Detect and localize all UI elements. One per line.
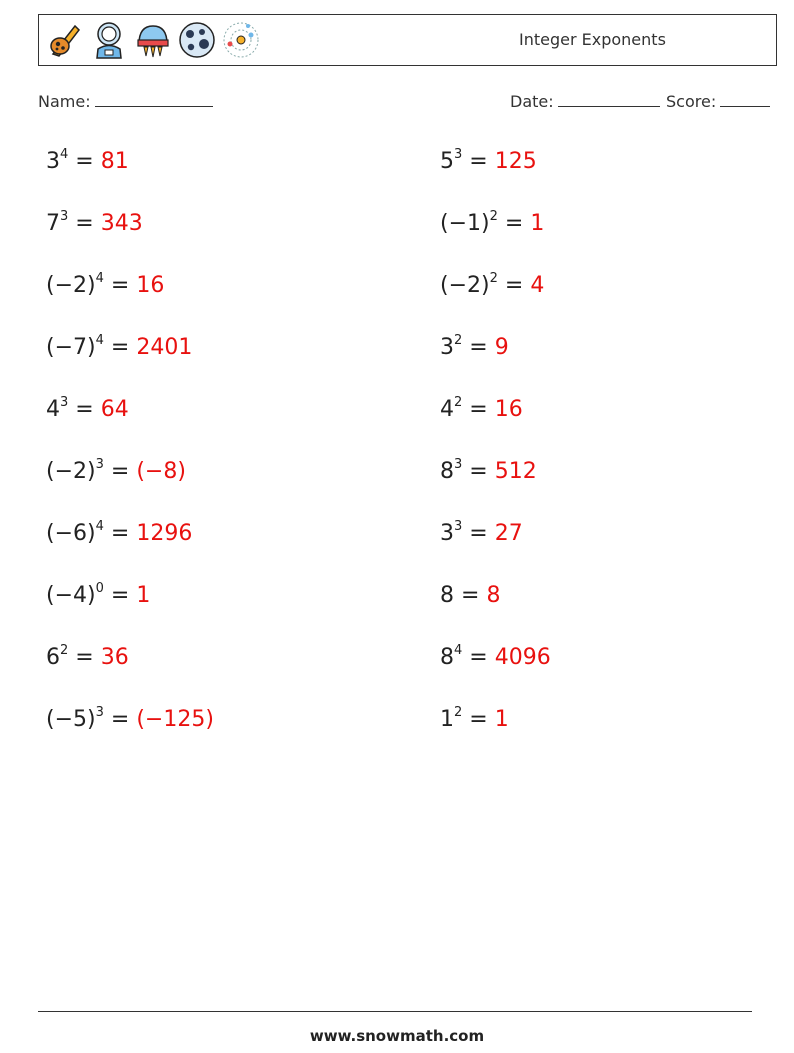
problem-base: 3 [46,149,60,174]
worksheet-header [38,14,777,66]
equals-sign: = [75,645,94,670]
problem-exponent: 3 [95,704,104,720]
problem-exponent: 2 [489,270,498,286]
problem-answer: (−125) [136,707,214,732]
problem-exponent: 4 [60,146,69,162]
equals-sign: = [469,397,488,422]
problem-exponent: 2 [454,394,463,410]
equals-sign: = [110,707,130,732]
problem-base: 7 [46,211,60,236]
problem-item [46,520,192,548]
problem-base: 4 [46,397,60,422]
astronaut-icon [89,20,129,60]
problem-item [440,458,537,486]
problem-exponent: 3 [60,208,69,224]
problem-exponent: 3 [454,518,463,534]
problem-answer: 1 [136,583,151,608]
problem-item [440,644,551,672]
problem-exponent: 2 [60,642,69,658]
problem-item [440,520,523,548]
problem-item [440,210,544,238]
problem-base: 8 [440,645,454,670]
problem-exponent: 4 [95,332,104,348]
problem-base: (−2) [46,459,96,484]
problem-base: (−7) [46,335,96,360]
problem-answer: 27 [494,521,523,546]
problem-answer: 36 [100,645,129,670]
problem-base: 8 [440,583,454,608]
equals-sign: = [504,273,524,298]
score-blank [720,92,770,107]
problem-exponent: 3 [454,456,463,472]
problem-item [440,334,509,362]
problem-item [440,582,500,610]
problem-answer: 1 [530,211,545,236]
score-field [666,92,770,111]
equals-sign: = [110,583,130,608]
name-label: Name: [38,92,91,111]
problem-item [46,396,129,424]
equals-sign: = [469,149,488,174]
problem-base: 5 [440,149,454,174]
rocket-icon [133,20,173,60]
problem-exponent: 0 [95,580,104,596]
problem-exponent: 4 [95,518,104,534]
problem-item [46,272,164,300]
problem-base: (−2) [46,273,96,298]
problem-base: 8 [440,459,454,484]
problem-answer: 16 [136,273,165,298]
problem-answer: 4 [530,273,545,298]
problem-answer: 81 [100,149,129,174]
equals-sign: = [110,459,130,484]
equals-sign: = [469,645,488,670]
problem-item [46,582,150,610]
equals-sign: = [75,397,94,422]
problem-exponent: 4 [95,270,104,286]
problem-exponent: 3 [60,394,69,410]
problem-exponent: 3 [95,456,104,472]
equals-sign: = [110,273,130,298]
comet-icon [45,20,85,60]
equals-sign: = [110,521,130,546]
date-blank [558,92,660,107]
problem-answer: (−8) [136,459,186,484]
equals-sign: = [75,149,94,174]
equals-sign: = [469,707,488,732]
problem-item [440,396,523,424]
problem-exponent: 4 [454,642,463,658]
equals-sign: = [469,459,488,484]
problem-item [46,210,143,238]
problem-base: 3 [440,521,454,546]
problem-item [46,458,186,486]
problem-base: 3 [440,335,454,360]
worksheet-title: Integer Exponents [519,30,666,49]
date-field [510,92,660,111]
name-field [38,92,213,111]
problem-item [440,706,509,734]
date-label: Date: [510,92,554,111]
problem-exponent: 3 [454,146,463,162]
equals-sign: = [110,335,130,360]
problem-base: 4 [440,397,454,422]
problem-base: 6 [46,645,60,670]
problem-exponent: 2 [489,208,498,224]
equals-sign: = [504,211,524,236]
problem-item [46,334,192,362]
problem-exponent: 2 [454,704,463,720]
problem-answer: 64 [100,397,129,422]
footer-divider [38,1011,752,1012]
equals-sign: = [461,583,480,608]
problem-base: (−5) [46,707,96,732]
problem-base: (−1) [440,211,490,236]
problem-answer: 1296 [136,521,193,546]
equals-sign: = [469,521,488,546]
problem-answer: 512 [494,459,537,484]
problem-item [440,272,544,300]
score-label: Score: [666,92,717,111]
problem-answer: 9 [494,335,509,360]
problem-answer: 4096 [494,645,551,670]
problem-item [46,644,129,672]
problem-item [440,148,537,176]
problem-base: (−6) [46,521,96,546]
name-blank [95,92,213,107]
problem-item [46,148,129,176]
footer-website: www.snowmath.com [309,1027,485,1045]
problem-base: (−4) [46,583,96,608]
equals-sign: = [469,335,488,360]
equals-sign: = [75,211,94,236]
problem-answer: 343 [100,211,143,236]
problem-answer: 2401 [136,335,193,360]
problem-answer: 8 [486,583,501,608]
problem-base: (−2) [440,273,490,298]
problem-answer: 16 [494,397,523,422]
problem-answer: 1 [494,707,509,732]
moon-icon [177,20,217,60]
problem-exponent: 2 [454,332,463,348]
icon-strip [45,20,261,62]
problem-answer: 125 [494,149,537,174]
problem-base: 1 [440,707,454,732]
problem-item [46,706,214,734]
solar-system-icon [221,20,261,60]
